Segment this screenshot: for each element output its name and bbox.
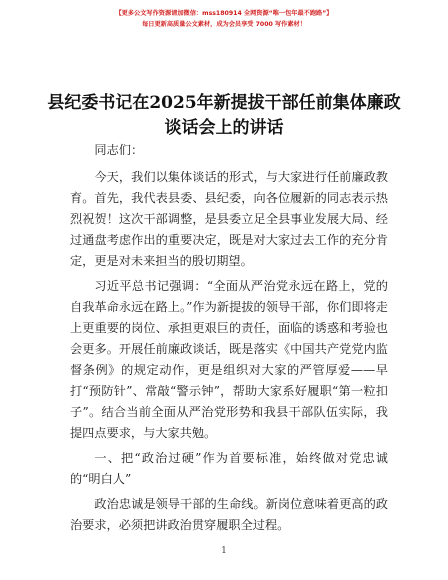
document-title	[40, 91, 408, 141]
promo-banner	[0, 8, 448, 30]
greeting: 同志们：	[94, 143, 144, 157]
document-title-line-1: 县纪委书记在2025年新提拔干部任前集体廉政	[47, 93, 401, 113]
body-paragraph: 政治忠诚是领导干部的生命线。新岗位意味着更高的政治要求，必须把讲政治贯穿履职全过程。	[70, 497, 388, 532]
page-number: 1	[221, 546, 227, 556]
promo-banner-line-1: 【更多公文写作资源请加微信：mss180914 全网资源“唯一包年最不跑路”】	[115, 10, 333, 17]
body-paragraph: 习近平总书记强调：“全面从严治党永远在路上，党的自我革命永远在路上。”作为新提拔的领导干部，你们即将走上更重要的岗位、承担更艰巨的责任，面临的诱惑和考验也会更多。开展任前廉政谈话，既是落实《中国共产党党内监督条例》的规定动作，更是组织对大家的严管厚爱——早打“预防针”、常敲“警示钟”，帮助大家系好履职“第一粒扣子”。结合当前全面从严治党形势和我县干部队伍实际，我提四点要求，与大家共勉。	[70, 279, 388, 440]
promo-banner-line-2: 每日更新高质量公文素材，成为会员享受 7000 写作素材！	[142, 21, 306, 28]
document-title-line-2: 谈话会上的讲话	[164, 118, 284, 138]
section-heading: 一、把“政治过硬”作为首要标准，始终做对党忠诚的“明白人”	[70, 451, 388, 486]
body-paragraph: 今天，我们以集体谈话的形式，与大家进行任前廉政教育。首先，我代表县委、县纪委，向各位履新的同志表示热烈祝贺！这次干部调整，是县委立足全县事业发展大局、经过通盘考虑作出的重要决定，既是对大家过去工作的充分肯定，更是对未来担当的殷切期望。	[70, 170, 388, 268]
document-body	[70, 140, 388, 536]
